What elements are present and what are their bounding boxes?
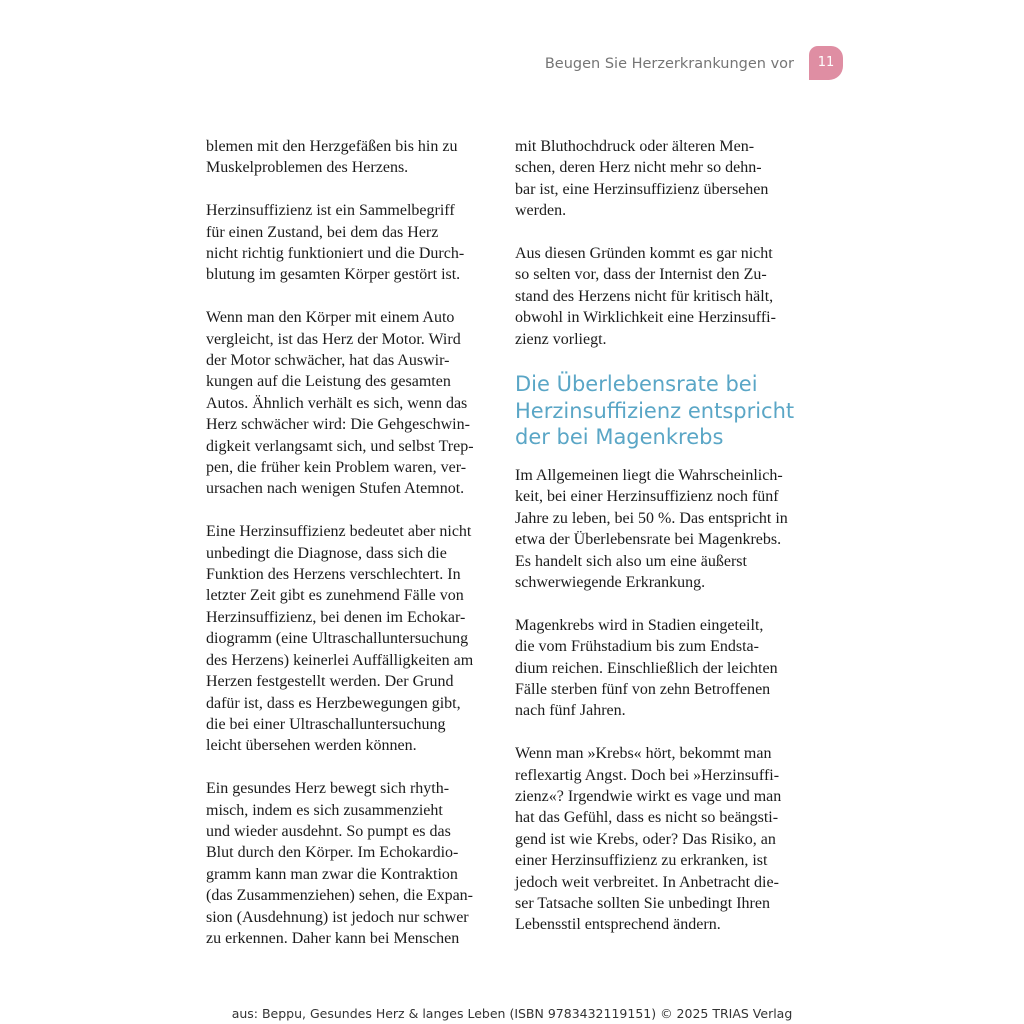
paragraph: Herzinsuffizienz ist ein Sammelbegriff für einen Zustand, bei dem das Herz nicht richtig funktioniert und die Durch- blutung im gesamten Körper gestört ist. xyxy=(206,202,465,284)
paragraph: Magenkrebs wird in Stadien eingeteilt, die vom Frühstadium bis zum Endsta- dium reichen. Einschließlich der leichten Fälle sterben fünf von zehn Betroffenen nach fünf Jahren. xyxy=(515,616,778,720)
paragraph: Eine Herzinsuffizienz bedeutet aber nicht unbedingt die Diagnose, dass sich die Funktion des Herzens verschlechtert. In letzter Zeit gibt es zunehmend Fälle von Herzinsuffizienz, bei denen im Echokar- diogramm (eine Ultraschalluntersuchung des Herzens) keinerlei Auffälligkeiten am Herzen festgestellt werden. Der Grund dafür ist, dass es Herzbewegungen gibt, die bei einer Ultraschalluntersuchung leicht übersehen werden können. xyxy=(206,523,474,755)
page-number-badge: 11 xyxy=(809,46,843,80)
paragraph: Aus diesen Gründen kommt es gar nicht so selten vor, dass der Internist den Zu- stand des Herzens nicht für kritisch hält, obwohl in Wirklichkeit eine Herzinsuffi- zienz vorliegt. xyxy=(515,245,776,348)
left-column xyxy=(206,136,496,971)
paragraph: blemen mit den Herzgefäßen bis hin zu Muskelproblemen des Herzens. xyxy=(206,138,458,177)
paragraph: Ein gesundes Herz bewegt sich rhyth- misch, indem es sich zusammenzieht und wieder ausdehnt. So pumpt es das Blut durch den Körper. Im Echokardio- gramm kann man zwar die Kontraktion (das Zusammenziehen) sehen, die Expan- sion (Ausdehnung) ist jedoch nur schwer zu erkennen. Daher kann bei Menschen xyxy=(206,780,474,947)
paragraph: Wenn man den Körper mit einem Auto vergleicht, ist das Herz der Motor. Wird der Motor schwächer, hat das Auswir- kungen auf die Leistung des gesamten Autos. Ähnlich verhält es sich, wenn das Herz schwächer wird: Die Gehgeschwin- digkeit verlangsamt sich, und selbst Trep- pen, die früher kein Problem waren, ver- ursachen nach wenigen Stufen Atemnot. xyxy=(206,309,474,498)
paragraph: Wenn man »Krebs« hört, bekommt man reflexartig Angst. Doch bei »Herzinsuffi- zienz«? Irgendwie wirkt es vage und man hat das Gefühl, dass es nicht so beängsti- gend ist wie Krebs, oder? Das Risiko, an einer Herzinsuffizienz zu erkranken, ist jedoch weit verbreitet. In Anbetracht die- ser Tatsache sollten Sie unbedingt Ihren Lebensstil entsprechend ändern. xyxy=(515,745,782,934)
paragraph: Im Allgemeinen liegt die Wahrscheinlich- keit, bei einer Herzinsuffizienz noch fünf Jahre zu leben, bei 50 %. Das entspricht in etwa der Überlebensrate bei Magenkrebs. Es handelt sich also um eine äußerst schwerwiegende Erkrankung. xyxy=(515,466,788,591)
chapter-title: Beugen Sie Herzerkrankungen vor xyxy=(544,56,794,72)
section-subheading: Die Überlebensrate bei Herzinsuffizienz entspricht der bei Magenkrebs xyxy=(515,372,795,450)
paragraph: mit Bluthochdruck oder älteren Men- schen, deren Herz nicht mehr so dehn- bar ist, eine Herzinsuffizienz übersehen werden. xyxy=(515,138,769,220)
source-footer: aus: Beppu, Gesundes Herz & langes Leben (ISBN 9783432119151) © 2025 TRIAS Verlag xyxy=(231,1006,793,1021)
right-column xyxy=(515,136,805,957)
